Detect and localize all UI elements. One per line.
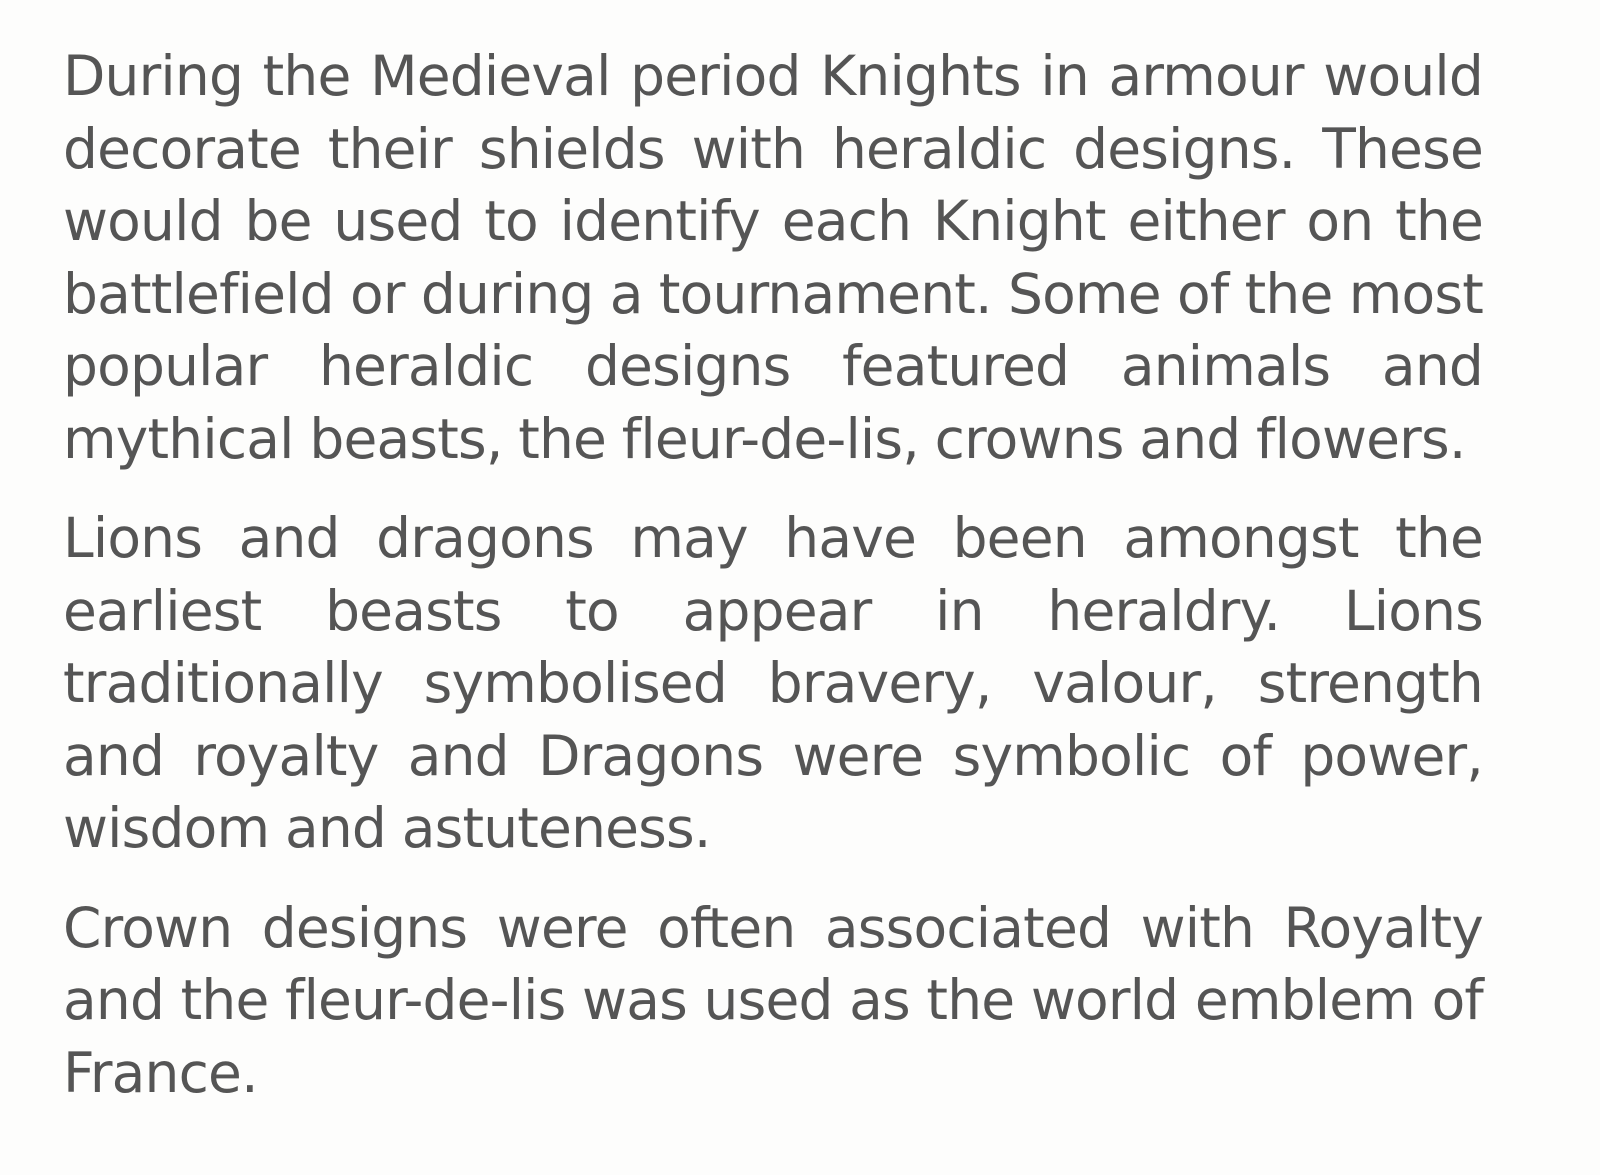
paragraph-crowns-fleur-de-lis: Crown designs were often associated with Royalty and the fleur-de-lis was used as the world emblem of France. — [63, 895, 1483, 1105]
document-body — [63, 40, 1483, 1136]
paragraph-knights-heraldry: During the Medieval period Knights in armour would decorate their shields with heraldic designs. These would be used to identify each Knight either on the battlefield or during a tournament. Some of the most popular heraldic designs featured animals and mythical beasts, the fleur-de-lis, crowns and flowers. — [63, 44, 1483, 471]
paragraph-lions-dragons: Lions and dragons may have been amongst the earliest beasts to appear in heraldry. Lions traditionally symbolised bravery, valour, strength and royalty and Dragons were symbolic of power, wisdom and astuteness. — [63, 506, 1483, 860]
